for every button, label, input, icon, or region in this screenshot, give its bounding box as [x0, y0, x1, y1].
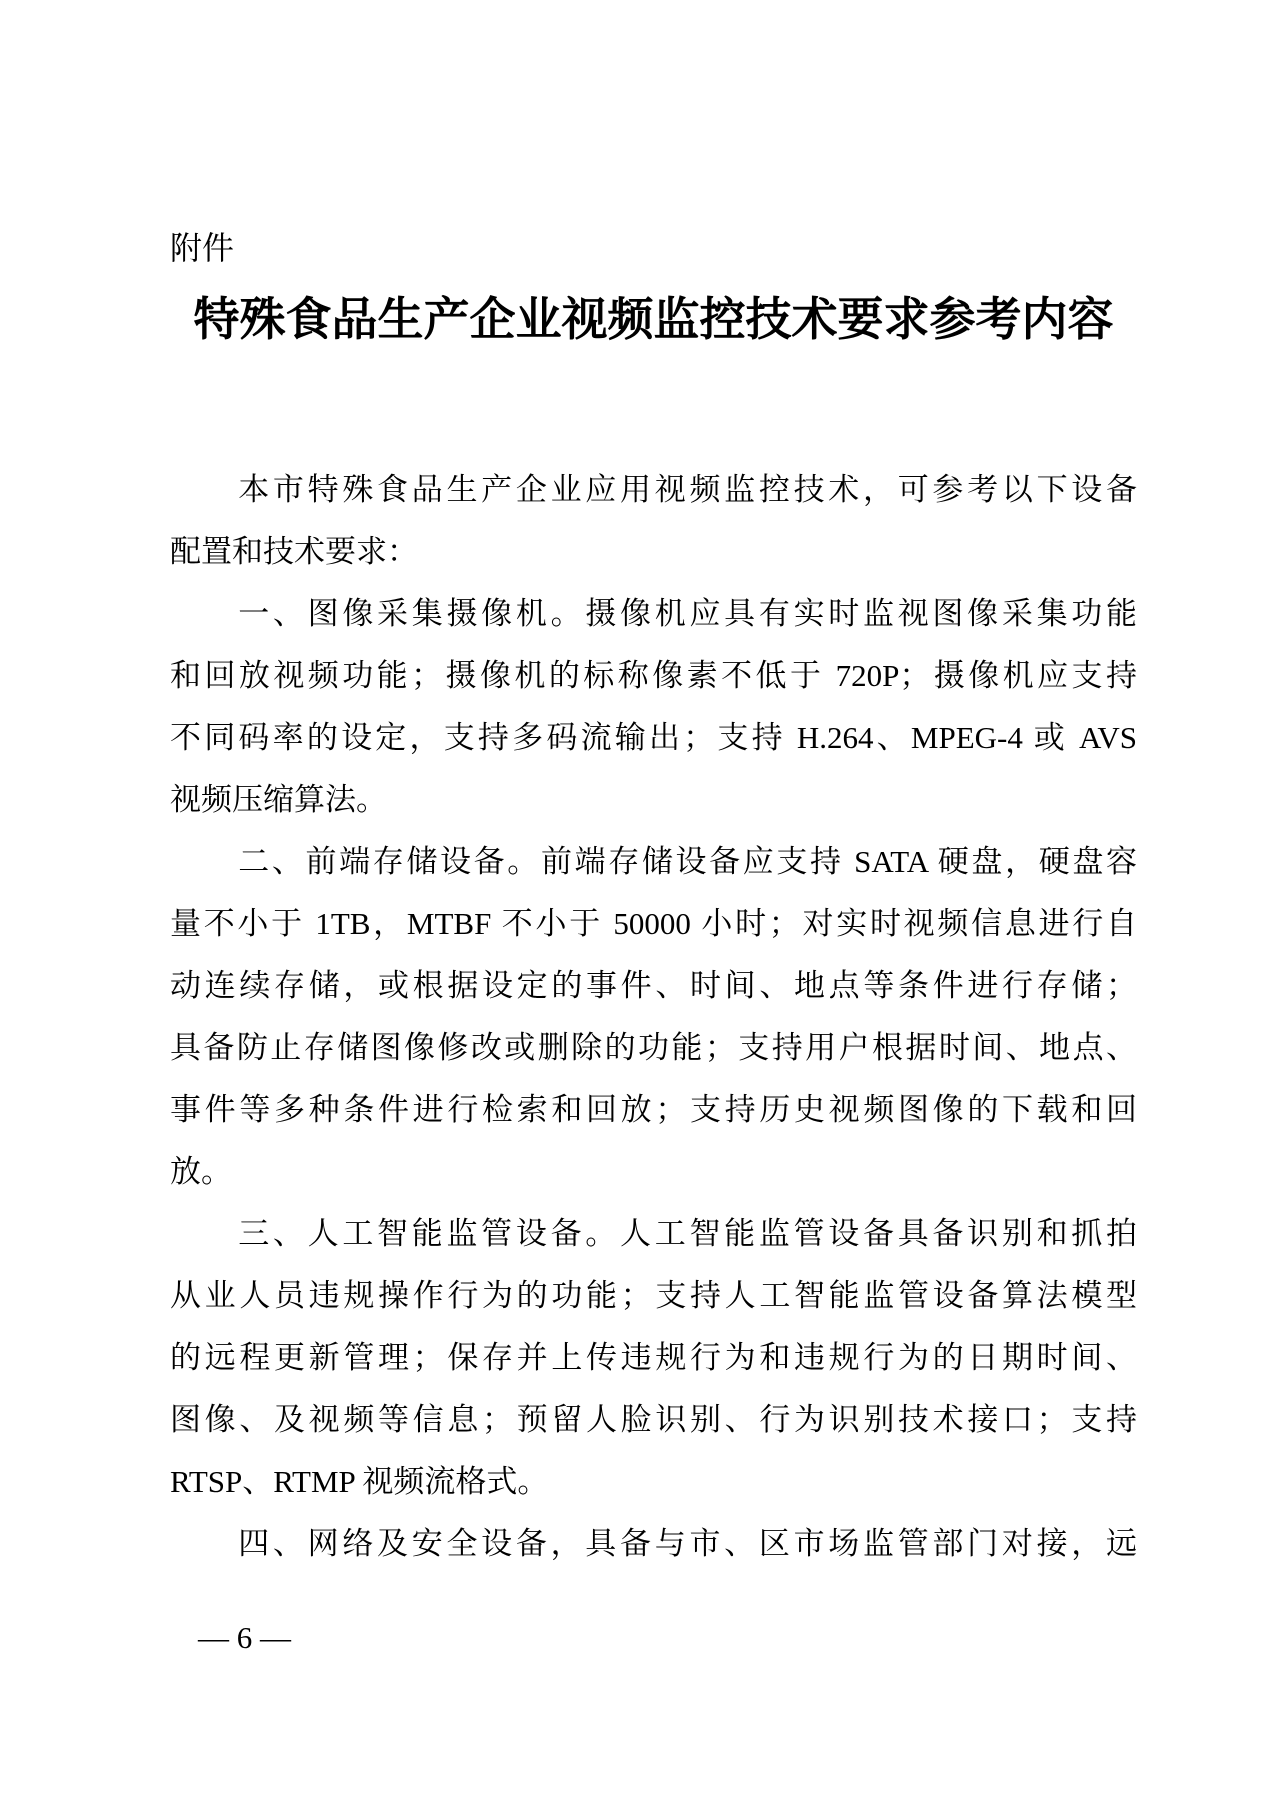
- document-body: [170, 459, 1137, 1575]
- text-line: 视频压缩算法。: [170, 782, 387, 817]
- text-line: 三、人工智能监管设备。人工智能监管设备具备识别和抓拍: [238, 1216, 1137, 1251]
- page-number: — 6 —: [198, 1620, 291, 1655]
- text-line: 本市特殊食品生产企业应用视频监控技术，可参考以下设备: [238, 472, 1137, 507]
- text-line: 配置和技术要求：: [170, 534, 418, 569]
- text-line: 具备防止存储图像修改或删除的功能；支持用户根据时间、地点、: [170, 1030, 1137, 1065]
- text-line: 和回放视频功能；摄像机的标称像素不低于 720P；摄像机应支持: [170, 658, 1137, 693]
- text-line: 动连续存储，或根据设定的事件、时间、地点等条件进行存储；: [170, 968, 1137, 1003]
- text-line: 图像、及视频等信息；预留人脸识别、行为识别技术接口；支持: [170, 1402, 1137, 1437]
- text-line: RTSP、RTMP 视频流格式。: [170, 1464, 549, 1499]
- text-line: 从业人员违规操作行为的功能；支持人工智能监管设备算法模型: [170, 1278, 1137, 1313]
- text-line: 二、前端存储设备。前端存储设备应支持 SATA 硬盘，硬盘容: [238, 844, 1137, 879]
- text-line: 量不小于 1TB，MTBF 不小于 50000 小时；对实时视频信息进行自: [170, 906, 1137, 941]
- text-line: 的远程更新管理；保存并上传违规行为和违规行为的日期时间、: [170, 1340, 1137, 1375]
- text-line: 四、网络及安全设备，具备与市、区市场监管部门对接，远: [238, 1526, 1137, 1561]
- text-line: 放。: [170, 1154, 232, 1189]
- attachment-label: 附件: [170, 230, 235, 266]
- text-line: 不同码率的设定，支持多码流输出；支持 H.264、MPEG-4 或 AVS: [170, 720, 1137, 755]
- page-title: 特殊食品生产企业视频监控技术要求参考内容: [193, 294, 1114, 345]
- text-line: 事件等多种条件进行检索和回放；支持历史视频图像的下载和回: [170, 1092, 1137, 1127]
- text-line: 一、图像采集摄像机。摄像机应具有实时监视图像采集功能: [238, 596, 1137, 631]
